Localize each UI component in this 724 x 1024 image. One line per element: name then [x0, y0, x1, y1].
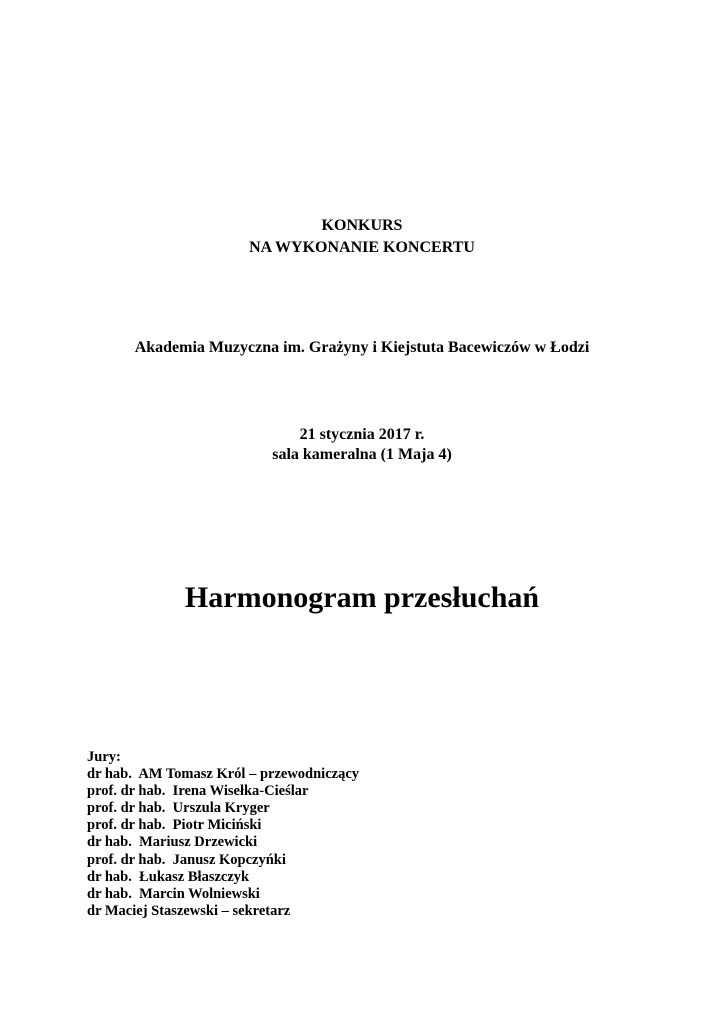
jury-heading: Jury: [87, 749, 121, 765]
document-title: Harmonogram przesłuchań [184, 581, 540, 614]
jury-member-7: dr hab. Łukasz Błaszczyk [87, 868, 250, 885]
institution-name: Akademia Muzyczna im. Grażyny i Kiejstuta Bacewiczów w Łodzi [134, 339, 590, 356]
jury-member-3: prof. dr hab. Urszula Kryger [87, 800, 270, 817]
event-date: 21 stycznia 2017 r. [299, 426, 425, 443]
competition-subheading: NA WYKONANIE KONCERTU [249, 239, 475, 256]
jury-member-9: dr Maciej Staszewski – sekretarz [87, 902, 291, 919]
jury-member-8: dr hab. Marcin Wolniewski [87, 885, 260, 902]
event-venue: sala kameralna (1 Maja 4) [272, 446, 452, 463]
jury-member-5: dr hab. Mariusz Drzewicki [87, 834, 258, 851]
jury-member-6: prof. dr hab. Janusz Kopczyńki [87, 851, 286, 868]
jury-member-2: prof. dr hab. Irena Wisełka-Cieślar [87, 783, 309, 800]
jury-list [87, 749, 647, 920]
jury-member-1: dr hab. AM Tomasz Król – przewodniczący [87, 766, 360, 783]
jury-member-4: prof. dr hab. Piotr Miciński [87, 817, 262, 834]
competition-heading: KONKURS [321, 217, 403, 234]
